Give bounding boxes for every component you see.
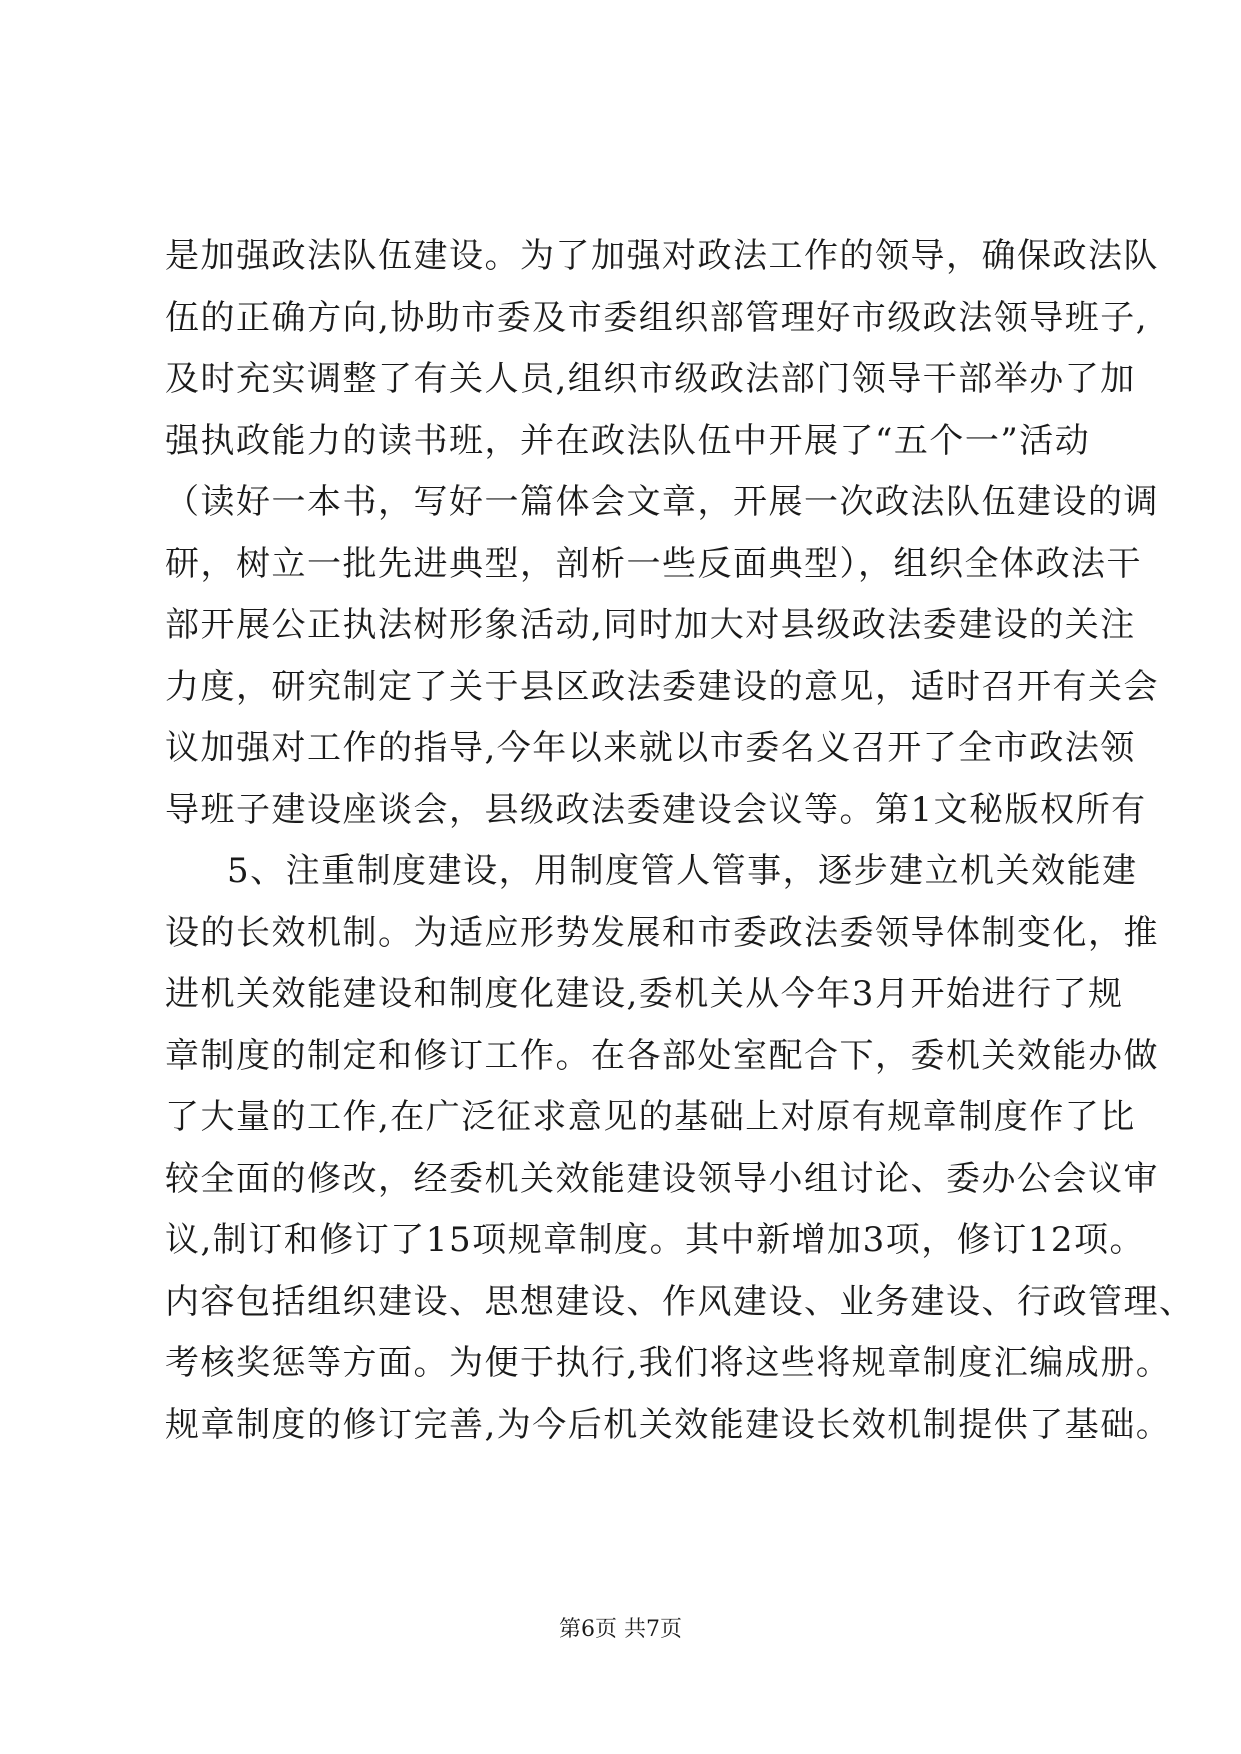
paragraph-line: 强执政能力的读书班，并在政法队伍中开展了“五个一”活动 <box>165 420 1091 461</box>
paragraph-line: 是加强政法队伍建设。为了加强对政法工作的领导，确保政法队 <box>165 236 1159 276</box>
paragraph-line: 了大量的工作,在广泛征求意见的基础上对原有规章制度作了比 <box>165 1097 1136 1137</box>
paragraph-line: （读好一本书，写好一篇体会文章，开展一次政法队伍建设的调 <box>165 482 1159 522</box>
paragraph-line: 议加强对工作的指导,今年以来就以市委名义召开了全市政法领 <box>165 728 1136 768</box>
paragraph-line: 议,制订和修订了15项规章制度。其中新增加3项，修订12项。 <box>165 1220 1145 1260</box>
paragraph-line: 设的长效机制。为适应形势发展和市委政法委领导体制变化，推 <box>165 912 1159 953</box>
paragraph-line: 力度，研究制定了关于县区政法委建设的意见，适时召开有关会 <box>165 666 1159 707</box>
paragraph-line: 章制度的制定和修订工作。在各部处室配合下，委机关效能办做 <box>165 1035 1159 1076</box>
paragraph-line: 导班子建设座谈会，县级政法委建设会议等。第1文秘版权所有 <box>165 789 1147 830</box>
paragraph-line: 规章制度的修订完善,为今后机关效能建设长效机制提供了基础。 <box>165 1404 1172 1445</box>
paragraph-line: 较全面的修改，经委机关效能建设领导小组讨论、委办公会议审 <box>165 1158 1159 1199</box>
paragraph-line: 伍的正确方向,协助市委及市委组织部管理好市级政法领导班子, <box>165 297 1149 338</box>
paragraph-line: 内容包括组织建设、思想建设、作风建设、业务建设、行政管理、 <box>165 1281 1195 1322</box>
paragraph-line: 研，树立一批先进典型，剖析一些反面典型），组织全体政法干 <box>165 543 1142 584</box>
paragraph-line: 及时充实调整了有关人员,组织市级政法部门领导干部举办了加 <box>165 359 1136 399</box>
paragraph-line: 5、注重制度建设，用制度管人管事，逐步建立机关效能建 <box>227 851 1138 891</box>
paragraph-line: 部开展公正执法树形象活动,同时加大对县级政法委建设的关注 <box>165 605 1136 645</box>
paragraph-line: 考核奖惩等方面。为便于执行,我们将这些将规章制度汇编成册。 <box>165 1343 1172 1383</box>
document-body <box>165 226 1195 1456</box>
paragraph-line: 进机关效能建设和制度化建设,委机关从今年3月开始进行了规 <box>165 974 1124 1014</box>
page-number: 第6页 共7页 <box>559 1617 682 1642</box>
